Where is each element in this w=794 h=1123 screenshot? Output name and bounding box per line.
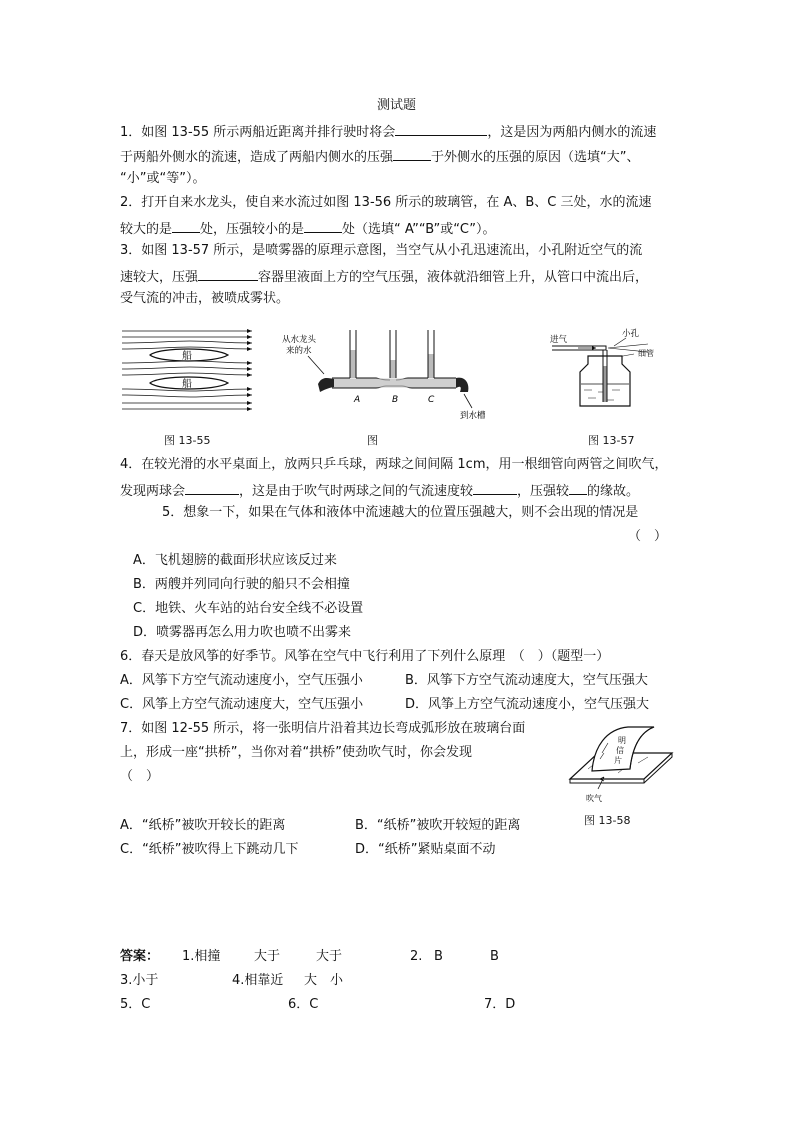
q6-option-d[interactable]: D．风筝上方空气流动速度小，空气压强大 [405,697,650,712]
q1-blank-2[interactable] [393,146,431,161]
q2-blank-2[interactable] [304,218,342,233]
answer-1-b: 大于 [254,949,281,964]
sprayer-diagram [548,326,668,416]
q3-text: 容器里液面上方的空气压强，液体就沿细管上升，从管口中流出后， [258,270,649,285]
fig58-label-card: 明 [618,736,626,745]
figure-caption: 图 [367,434,378,447]
q5-option-a[interactable]: A．飞机翅膀的截面形状应该反过来 [133,553,337,568]
boat-label: 船 [182,351,192,362]
fig56-label-c: C [428,395,435,405]
answer-4: 4.相靠近 [232,973,284,988]
postcard-bridge-diagram [568,723,674,805]
q3-text: 3．如图 13-57 所示，是喷雾器的原理示意图，当空气从小孔迅速流出，小孔附近空气的流 [120,243,643,258]
q7-text: 7．如图 12-55 所示，将一张明信片沿着其边长弯成弧形放在玻璃台面 [120,721,526,736]
fig58-label-card: 信 [616,746,624,755]
q1-text: 1．如图 13-55 所示两船近距离并排行驶时将会 [120,125,396,140]
q4-text: 发现两球会 [120,484,186,499]
q5-paren: （ ） [628,529,668,544]
fig56-label-out: 到水槽 [460,411,486,421]
q2-blank-1[interactable] [172,218,200,233]
answer-4-c: 小 [330,973,344,988]
q7-option-d[interactable]: D．“纸桥”紧贴桌面不动 [355,842,496,857]
q3-text: 受气流的冲击，被喷成雾状。 [120,291,290,306]
q1-text: 于两船外侧水的流速，造成了两船内侧水的压强 [120,150,394,165]
fig57-label-tube: 细管 [638,349,654,358]
q4-blank-2[interactable] [473,480,517,495]
figure-13-58 [568,723,674,809]
q6-text: 6．春天是放风筝的好季节。风筝在空气中飞行利用了下列什么原理 （ ）（题型一） [120,649,610,664]
boats-diagram [120,323,260,415]
q4-blank-1[interactable] [185,480,239,495]
q3-blank-1[interactable] [198,266,258,281]
answer-2-b: B [434,949,443,964]
q7-option-a[interactable]: A．“纸桥”被吹开较长的距离 [120,818,286,833]
answer-3: 3.小于 [120,973,159,988]
answer-2: 2. [410,949,423,964]
q4-blank-3[interactable] [569,480,587,495]
q5-option-b[interactable]: B．两艘并列同向行驶的船只不会相撞 [133,577,350,592]
q7-paren: （ ） [120,769,160,784]
figure-caption: 图 13-55 [164,434,211,447]
q7-option-b[interactable]: B．“纸桥”被吹开较短的距离 [355,818,521,833]
q5-option-d[interactable]: D．喷雾器再怎么用力吹也喷不出雾来 [133,625,352,640]
q1-blank-1[interactable] [395,121,487,136]
figure-caption: 图 13-57 [588,434,635,447]
fig56-label-b: B [392,395,399,405]
q2-text: 处（选填“ A”“B”或“C”）。 [342,222,496,237]
fig58-label-blow: 吹气 [586,794,602,803]
q1-text: ，这是因为两船内侧水的流速 [487,125,657,140]
figure-caption: 图 13-58 [584,814,631,827]
answer-2-c: B [490,949,499,964]
fig57-label-air: 进气 [550,335,568,345]
q6-option-b[interactable]: B．风筝下方空气流动速度大，空气压强大 [405,673,648,688]
answer-4-b: 大 [304,973,318,988]
answers-label: 答案： [120,949,160,964]
q6-option-a[interactable]: A．风筝下方空气流动速度小，空气压强小 [120,673,363,688]
answer-5: 5．C [120,997,151,1012]
fig56-label-in: 来的水 [286,346,312,356]
q2-text: 较大的是 [120,222,173,237]
fig56-label-a: A [354,395,361,405]
q3-text: 速较大，压强 [120,270,199,285]
answer-6: 6．C [288,997,319,1012]
page-title: 测试题 [377,98,417,113]
glass-tube-diagram [278,326,488,426]
answer-1: 1.相撞 [182,949,221,964]
q5-text: 5．想象一下，如果在气体和液体中流速越大的位置压强越大，则不会出现的情况是 [162,505,639,520]
q2-text: 处，压强较小的是 [200,222,305,237]
q1-text: “小”或“等”）。 [120,171,206,186]
q6-option-c[interactable]: C．风筝上方空气流动速度大，空气压强小 [120,697,364,712]
q5-option-c[interactable]: C．地铁、火车站的站台安全线不必设置 [133,601,364,616]
q4-text: 的缘故。 [587,484,640,499]
figure-13-57 [548,326,668,420]
boat-label: 船 [182,379,192,390]
answer-7: 7．D [484,997,516,1012]
fig57-label-hole: 小孔 [622,329,640,339]
q2-text: 2．打开自来水龙头，使自来水流过如图 13-56 所示的玻璃管，在 A、B、C 三处，水的流速 [120,195,652,210]
fig56-label-in: 从水龙头 [282,335,317,345]
q4-text: ，压强较 [517,484,570,499]
fig58-label-card: 片 [614,756,622,765]
answer-1-c: 大于 [316,949,343,964]
q7-text: 上，形成一座“拱桥”，当你对着“拱桥”使劲吹气时，你会发现 [120,745,472,760]
q4-text: 4．在较光滑的水平桌面上，放两只乒乓球，两球之间间隔 1cm，用一根细管向两管之间吹气， [120,457,668,472]
q1-text: 于外侧水的压强的原因（选填“大”、 [431,150,640,165]
q7-option-c[interactable]: C．“纸桥”被吹得上下跳动几下 [120,842,299,857]
q4-text: ，这是由于吹气时两球之间的气流速度较 [239,484,474,499]
figure-13-56 [278,326,488,430]
figure-13-55 [120,323,260,419]
